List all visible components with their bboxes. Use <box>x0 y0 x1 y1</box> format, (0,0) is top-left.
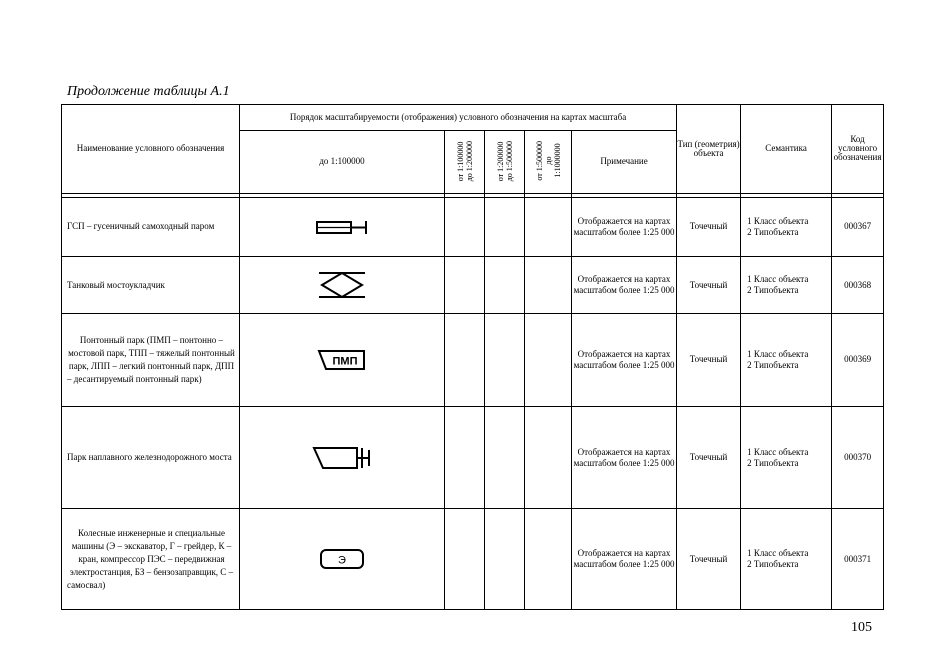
row-scale-cell <box>485 256 525 313</box>
row-name: Танковый мостоукладчик <box>62 256 240 313</box>
row-scale-cell <box>525 509 572 610</box>
row-scale-cell <box>445 406 485 509</box>
row-scale-cell <box>485 509 525 610</box>
row-code: 000371 <box>832 509 884 610</box>
row-sem-type: 2 Типобъекта <box>747 457 799 468</box>
row-sem-class: 1 Класс объекта <box>747 274 809 285</box>
header-code: Код условного обозначения <box>832 105 884 194</box>
row-scale-cell <box>445 197 485 256</box>
header-scale-1m: от 1:500000 до 1:1000000 <box>534 141 562 181</box>
row-note: Отображается на картах масштабом более 1:25 000 <box>572 197 677 256</box>
row-code: 000370 <box>832 406 884 509</box>
row-code: 000368 <box>832 256 884 313</box>
row-type: Точечный <box>677 406 741 509</box>
table-caption: Продолжение таблицы А.1 <box>67 84 230 99</box>
row-name: Парк наплавного железнодорожного моста <box>62 406 240 509</box>
bridge-layer-symbol-icon <box>316 269 368 301</box>
symbols-table <box>61 104 884 610</box>
vehicle-symbol-label: Э <box>338 554 346 567</box>
header-name: Наименование условного обозначения <box>62 105 240 194</box>
table-row <box>62 314 884 407</box>
ferry-symbol-icon <box>314 217 370 237</box>
row-sem-class: 1 Класс объекта <box>747 215 809 226</box>
header-scale-group: Порядок масштабируемости (отображения) условного обозначения на картах масштаба <box>240 105 677 131</box>
row-note: Отображается на картах масштабом более 1:25 000 <box>572 509 677 610</box>
table-row <box>62 197 884 256</box>
row-note: Отображается на картах масштабом более 1:25 000 <box>572 406 677 509</box>
row-type: Точечный <box>677 256 741 313</box>
row-type: Точечный <box>677 197 741 256</box>
table-row <box>62 256 884 313</box>
row-symbol-cell <box>240 509 445 610</box>
page-number: 105 <box>851 620 872 635</box>
row-semantics <box>741 314 832 407</box>
row-sem-class: 1 Класс объекта <box>747 446 809 457</box>
row-scale-cell <box>485 406 525 509</box>
row-scale-cell <box>525 314 572 407</box>
row-name: Понтонный парк (ПМП – понтонно – мостовой парк, ТПП – тяжелый понтонный парк, ЛПП – легкий понтонный парк, ДПП – десантируемый понтонный парк) <box>62 314 240 407</box>
header-note: Примечание <box>572 131 677 193</box>
row-scale-cell <box>525 406 572 509</box>
row-name: Колесные инженерные и специальные машины (Э – экскаватор, Г – грейдер, К – кран, компрессор ПЭС – передвижная электростанция, БЗ – бензозаправщик, С – самосвал) <box>62 509 240 610</box>
row-symbol-cell <box>240 406 445 509</box>
table-row <box>62 509 884 610</box>
row-sem-class: 1 Класс объекта <box>747 348 809 359</box>
table-row <box>62 406 884 509</box>
row-scale-cell <box>445 509 485 610</box>
row-sem-type: 2 Типобъекта <box>747 285 799 296</box>
row-scale-cell <box>525 256 572 313</box>
row-scale-cell <box>485 197 525 256</box>
row-semantics <box>741 406 832 509</box>
header-scale-200k-cell <box>445 131 485 193</box>
row-scale-cell <box>525 197 572 256</box>
pontoon-park-symbol-icon <box>316 348 368 372</box>
header-type: Тип (геометрия) объекта <box>677 105 741 194</box>
row-sem-type: 2 Типобъекта <box>747 226 799 237</box>
row-scale-cell <box>485 314 525 407</box>
header-scale-100k: до 1:100000 <box>240 131 445 193</box>
row-symbol-cell <box>240 314 445 407</box>
row-semantics <box>741 197 832 256</box>
row-note: Отображается на картах масштабом более 1:25 000 <box>572 256 677 313</box>
header-scale-1m-cell <box>525 131 572 193</box>
row-symbol-cell <box>240 256 445 313</box>
row-scale-cell <box>445 256 485 313</box>
row-semantics <box>741 509 832 610</box>
row-sem-type: 2 Типобъекта <box>747 359 799 370</box>
wheeled-vehicle-symbol-icon <box>318 547 366 571</box>
row-type: Точечный <box>677 314 741 407</box>
row-code: 000369 <box>832 314 884 407</box>
row-code: 000367 <box>832 197 884 256</box>
pontoon-symbol-label: ПМП <box>332 355 358 368</box>
row-sem-type: 2 Типобъекта <box>747 559 799 570</box>
header-scale-500k: от 1:200000 до 1:500000 <box>495 140 514 181</box>
header-scale-200k: от 1:100000 до 1:200000 <box>455 140 474 181</box>
row-note: Отображается на картах масштабом более 1:25 000 <box>572 314 677 407</box>
railway-bridge-park-symbol-icon <box>311 445 373 471</box>
row-sem-class: 1 Класс объекта <box>747 548 809 559</box>
row-symbol-cell <box>240 197 445 256</box>
header-semantics: Семантика <box>741 105 832 194</box>
row-name: ГСП – гусеничный самоходный паром <box>62 197 240 256</box>
row-type: Точечный <box>677 509 741 610</box>
row-semantics <box>741 256 832 313</box>
row-scale-cell <box>445 314 485 407</box>
header-scale-500k-cell <box>485 131 525 193</box>
